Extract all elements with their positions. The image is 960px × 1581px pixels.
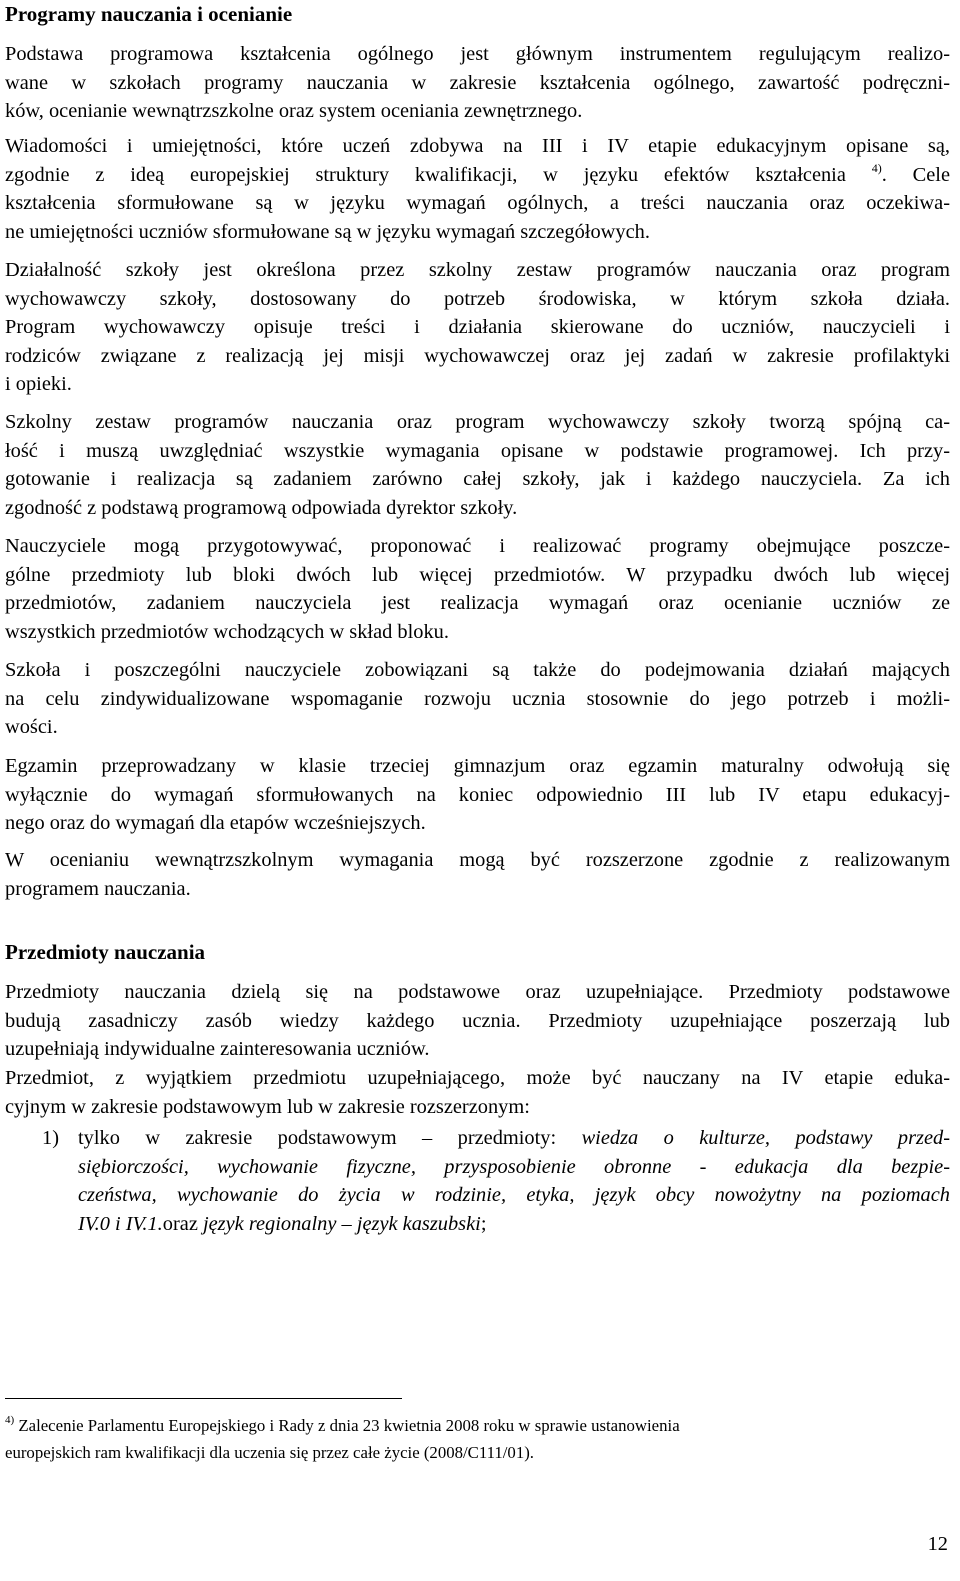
text-segment: zgodnie z ideą europejskiej struktury kwalifikacji, w języku efektów kształcenia	[5, 163, 846, 186]
footnote-ref[interactable]: 4)	[871, 160, 882, 175]
text-line: nego oraz do wymagań dla etapów wcześniejszych.	[5, 812, 426, 835]
footnote-divider	[5, 1398, 402, 1399]
text-segment-italic: IV.0 i IV.1.	[78, 1212, 163, 1235]
text-line: na celu zindywidualizowane wspomaganie rozwoju ucznia stosownie do jego potrzeb i możli-	[5, 687, 950, 710]
text-line: Szkolny zestaw programów nauczania oraz program wychowawczy szkoły tworzą spójną ca-	[5, 411, 950, 433]
text-line: Podstawa programowa kształcenia ogólnego jest głównym instrumentem regulującym realizo-	[5, 43, 950, 65]
text-line	[78, 1210, 950, 1239]
text-line: kształcenia sformułowane są w języku wymagań ogólnych, a treści nauczania oraz oczekiwa-	[5, 192, 950, 215]
text-line: Przedmiot, z wyjątkiem przedmiotu uzupełniającego, może być nauczany na IV etapie eduka-	[5, 1067, 950, 1089]
text-segment-italic: wiedza o kulturze, podstawy przed-	[581, 1127, 950, 1149]
text-line: Przedmioty nauczania dzielą się na podstawowe oraz uzupełniające. Przedmioty podstawowe	[5, 981, 950, 1003]
text-line: wane w szkołach programy nauczania w zakresie kształcenia ogólnego, zawartość podręczni-	[5, 71, 950, 94]
text-segment: tylko w zakresie podstawowym – przedmioty:	[78, 1127, 582, 1149]
text-line: Szkoła i poszczególni nauczyciele zobowiązani są także do podejmowania działań mających	[5, 659, 950, 681]
paragraph-przedmioty	[5, 978, 950, 1064]
text-line: gólne przedmioty lub bloki dwóch lub więcej przedmiotów. W przypadku dwóch lub więcej	[5, 563, 950, 586]
text-line: ków, ocenianie wewnątrzszkolne oraz system oceniania zewnętrznego.	[5, 100, 583, 123]
text-line: programem nauczania.	[5, 877, 191, 900]
paragraph-dzialalnosc	[5, 256, 950, 399]
page-number: 12	[927, 1533, 948, 1555]
footnote	[5, 1412, 950, 1466]
text-segment-italic: siębiorczości, wychowanie fizyczne, przysposobienie obronne - edukacja dla bezpie-	[78, 1155, 950, 1178]
text-line: Egzamin przeprowadzany w klasie trzeciej gimnazjum oraz egzamin maturalny odwołują się	[5, 755, 950, 777]
text-line: Działalność szkoły jest określona przez szkolny zestaw programów nauczania oraz program	[5, 259, 950, 281]
paragraph-przedmiot	[5, 1064, 950, 1121]
text-line: wszystkich przedmiotów wchodzących w skład bloku.	[5, 620, 449, 643]
text-segment: ;	[480, 1212, 487, 1235]
text-line: ne umiejętności uczniów sformułowane są w języku wymagań szczegółowych.	[5, 220, 650, 243]
text-segment: . Cele	[881, 163, 950, 186]
text-line: budują zasadniczy zasób wiedzy każdego ucznia. Przedmioty uzupełniające poszerzają lub	[5, 1009, 950, 1032]
text-line: gotowanie i realizacja są zadaniem zarówno całej szkoły, jak i każdego nauczyciela. Za ich	[5, 468, 950, 491]
paragraph-szkola	[5, 656, 950, 742]
text-line: zgodność z podstawą programową odpowiada dyrektor szkoły.	[5, 496, 518, 519]
paragraph-wiadomosci	[5, 132, 950, 246]
text-line: rodziców związane z realizacją jej misji wychowawczej oraz jej zadań w zakresie profilaktyki	[5, 344, 950, 367]
text-line: Nauczyciele mogą przygotowywać, proponować i realizować programy obejmujące poszcze-	[5, 535, 950, 557]
text-line: europejskich ram kwalifikacji dla uczenia się przez całe życie (2008/C111/01).	[5, 1443, 535, 1462]
text-line	[78, 1124, 950, 1153]
paragraph-egzamin	[5, 752, 950, 838]
text-line: przedmiotów, zadaniem nauczyciela jest realizacja wymagań oraz ocenianie uczniów ze	[5, 592, 950, 615]
heading-przedmioty-nauczania: Przedmioty nauczania	[5, 940, 206, 964]
text-line: wyłącznie do wymagań sformułowanych na koniec odpowiednio III lub IV etapu edukacyj-	[5, 783, 950, 806]
text-line: W ocenianiu wewnątrzszkolnym wymagania mogą być rozszerzone zgodnie z realizowanym	[5, 849, 950, 871]
text-line	[78, 1181, 950, 1210]
heading-programy-nauczania: Programy nauczania i ocenianie	[5, 2, 293, 26]
paragraph-podstawa	[5, 40, 950, 126]
text-segment: oraz	[162, 1212, 203, 1235]
text-line	[5, 1412, 950, 1439]
text-line: i opieki.	[5, 373, 72, 396]
text-line: uzupełniają indywidualne zainteresowania uczniów.	[5, 1038, 430, 1061]
text-line	[5, 161, 950, 190]
text-segment: Zalecenie Parlamentu Europejskiego i Rady z dnia 23 kwietnia 2008 roku w sprawie ustanowienia	[14, 1416, 680, 1435]
text-line: wości.	[5, 716, 58, 739]
text-line	[78, 1153, 950, 1182]
text-segment-italic: język regionalny – język kaszubski	[202, 1212, 481, 1235]
text-line: Wiadomości i umiejętności, które uczeń zdobywa na III i IV etapie edukacyjnym opisane są,	[5, 135, 950, 157]
text-line: wychowawczy szkoły, dostosowany do potrzeb środowiska, w którym szkoła działa.	[5, 287, 950, 310]
paragraph-nauczyciele	[5, 532, 950, 646]
paragraph-ocenianie	[5, 846, 950, 903]
text-line: cyjnym w zakresie podstawowym lub w zakresie rozszerzonym:	[5, 1095, 530, 1118]
paragraph-szkolny-zestaw	[5, 408, 950, 522]
footnote-marker: 4)	[5, 1414, 15, 1426]
list-number: 1)	[42, 1127, 59, 1149]
list-item	[5, 1124, 950, 1238]
text-line: łość i muszą uwzględniać wszystkie wymagania opisane w podstawie programowej. Ich przy-	[5, 439, 950, 462]
text-line: Program wychowawczy opisuje treści i działania skierowane do uczniów, nauczycieli i	[5, 316, 950, 339]
text-segment-italic: czeństwa, wychowanie do życia w rodzinie, etyka, język obcy nowożytny na poziomach	[78, 1184, 950, 1207]
